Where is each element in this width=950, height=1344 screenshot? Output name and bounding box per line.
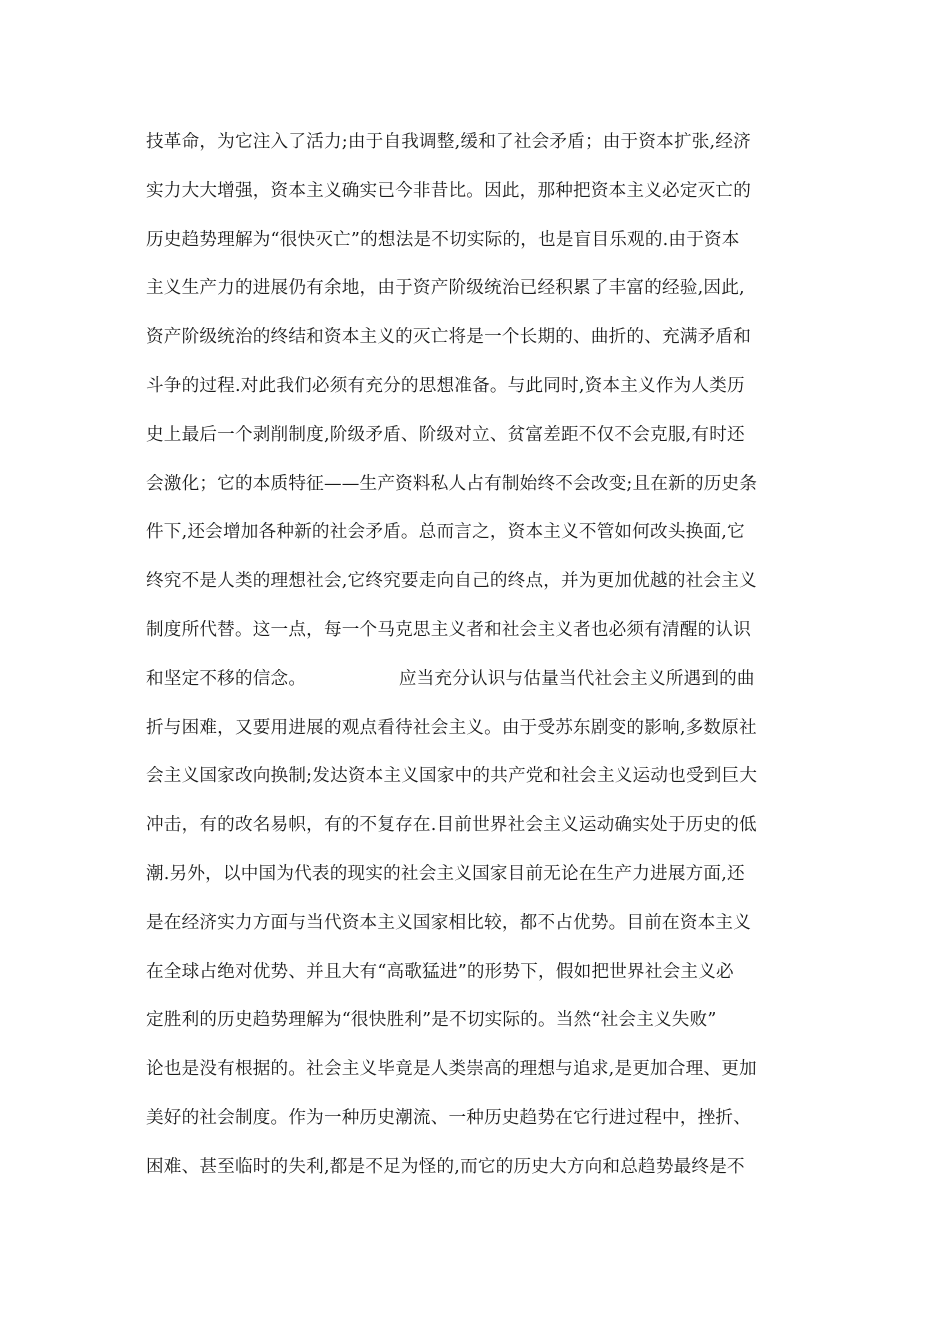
text-line: 资产阶级统治的终结和资本主义的灭亡将是一个长期的、曲折的、充满矛盾和 xyxy=(146,327,751,348)
text-line: 潮.另外，以中国为代表的现实的社会主义国家目前无论在生产力进展方面,还 xyxy=(146,863,745,884)
text-line: 在全球占绝对优势、并且大有“高歌猛进”的形势下，假如把世界社会主义必 xyxy=(146,961,734,982)
text-line: 主义生产力的进展仍有余地，由于资产阶级统治已经积累了丰富的经验,因此, xyxy=(146,278,745,299)
text-line: 会主义国家改向换制;发达资本主义国家中的共产党和社会主义运动也受到巨大 xyxy=(146,766,758,787)
body-text xyxy=(146,118,806,1192)
text-line: 实力大大增强，资本主义确实已今非昔比。因此，那种把资本主义必定灭亡的 xyxy=(146,180,751,201)
text-line: 终究不是人类的理想社会,它终究要走向自己的终点，并为更加优越的社会主义 xyxy=(146,571,757,592)
text-line: 是在经济实力方面与当代资本主义国家相比较，都不占优势。目前在资本主义 xyxy=(146,912,751,933)
text-line: 美好的社会制度。作为一种历史潮流、一种历史趋势在它行进过程中，挫折、 xyxy=(146,1107,751,1128)
text-line: 折与困难，又要用进展的观点看待社会主义。由于受苏东剧变的影响,多数原社 xyxy=(146,717,757,738)
text-line: 件下,还会增加各种新的社会矛盾。总而言之，资本主义不管如何改头换面,它 xyxy=(146,522,745,543)
text-line: 斗争的过程.对此我们必须有充分的思想准备。与此同时,资本主义作为人类历 xyxy=(146,375,745,396)
text-line: 困难、甚至临时的失利,都是不足为怪的,而它的历史大方向和总趋势最终是不 xyxy=(146,1156,745,1177)
text-line: 和坚定不移的信念。 应当充分认识与估量当代社会主义所遇到的曲 xyxy=(146,668,755,689)
text-line: 定胜利的历史趋势理解为“很快胜利”是不切实际的。当然“社会主义失败” xyxy=(146,1010,717,1031)
text-line: 技革命，为它注入了活力;由于自我调整,缓和了社会矛盾；由于资本扩张,经济 xyxy=(146,132,751,152)
text-line: 冲击，有的改名易帜，有的不复存在.目前世界社会主义运动确实处于历史的低 xyxy=(146,815,757,836)
text-line: 历史趋势理解为“很快灭亡”的想法是不切实际的，也是盲目乐观的.由于资本 xyxy=(146,229,740,250)
text-line: 制度所代替。这一点，每一个马克思主义者和社会主义者也必须有清醒的认识 xyxy=(146,619,751,640)
text-line: 史上最后一个剥削制度,阶级矛盾、阶级对立、贫富差距不仅不会克服,有时还 xyxy=(146,424,745,445)
text-line: 论也是没有根据的。社会主义毕竟是人类崇高的理想与追求,是更加合理、更加 xyxy=(146,1059,757,1080)
text-line: 会激化；它的本质特征——生产资料私人占有制始终不会改变;且在新的历史条 xyxy=(146,473,758,494)
